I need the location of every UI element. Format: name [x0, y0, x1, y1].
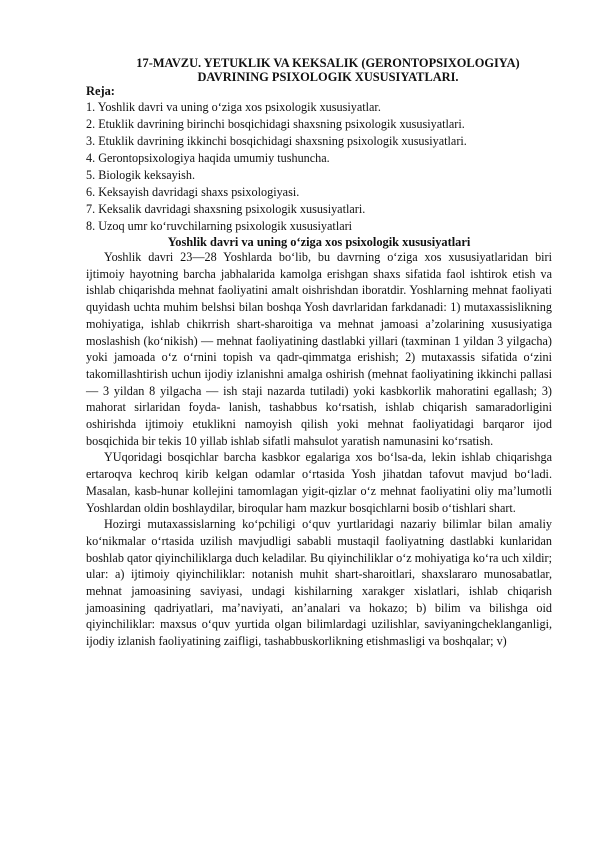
plan-item-2: 2. Etuklik davrining birinchi bosqichidagi shaxsning psixologik xususiyatlari.	[86, 117, 465, 131]
paragraph-3: Hozirgi mutaxassislarning ko‘pchiligi o‘quv yurtlaridagi nazariy bilimlar bilan amaliy ko‘nikmalar o‘rtasida uzilish mavjudligi sababli mustaqil faoliyatning dastlabki kunlaridan boshlab qator qiyinchiliklarga duch keladilar. Bu qiyinchiliklar o‘z mohiyatiga ko‘ra uch xildir; ular: a) ijtimoiy qiyinchiliklar: notanish muhit shart-sharoitlari, shaxslararo munosabatlar, mehnat jamoasining saviyasi, undagi kishilarning xarakger xislatlari, ishlab chiqarish jamoasining qadriyatlari, ma’naviyati, an’analari va hokazo; b) bilim va bilishga oid qiyinchiliklar: maxsus o‘quv yurtida olgan bilimlardagi uzilishlar, saviyaningcheklanganligi, ijodiy izlanish faoliyatining zaifligi, tashabbuskorlikning etishmasligi va boshqalar; v)	[86, 517, 552, 649]
plan-item-7: 7. Keksalik davridagi shaxsning psixologik xususiyatlari.	[86, 202, 366, 216]
section-heading: Yoshlik davri va uning o‘ziga xos psixologik xususiyatlari	[167, 235, 471, 249]
plan-item-3: 3. Etuklik davrining ikkinchi bosqichidagi shaxsning psixologik xususiyatlari.	[86, 134, 467, 148]
title-line-2: DAVRINING PSIXOLOGIK XUSUSIYATLARI.	[197, 70, 459, 84]
paragraph-1: Yoshlik davri 23—28 Yoshlarda bo‘lib, bu davrning o‘ziga xos xususiyatlaridan biri ijtimoiy hayotning barcha jabhalarida kamolga erishgan shaxs sifatida faol ishtirok etish va ishlab chiqarishda mehnat faoliyatini amalt oishrishdan iboratdir. Yoshlarning mehnat faoliyati quyidash uchta muhim belshsi bilan boshqa Yosh davrlaridan farkdanadi: 1) mutaxassislikning mohiyatiga, ishlab chikrrish shart-sharoitiga va mehnat jamoasi a’zolarining xususiyatiga moslashish (ko‘nikish) — mehnat faoliyatining dastlabki yillari (taxminan 1 yildan 3 yilgacha) yoki jamoada o‘z o‘rnini topish va qadr-qimmatga erishish; 2) mutaxassis sifatida o‘zini takomillashtirish uchun ijodiy izlanishni amalga oshirish (mehnat faoliyatining ikkinchi pallasi — 3 yildan 8 yilgacha — ish staji nazarda tutiladi) yoki kasbkorlik mahoratini egallash; 3) mahorat sirlaridan foyda- lanish, tashabbus ko‘rsatish, ishlab chiqarish samaradorligini oshirishda ijtimoiy etuklikni namoyish qilish yoki mehnat faoliyatidagi barqaror ijod bosqichida bir tekis 10 yillab ishlab sifatli mahsulot yaratish namunasini ko‘rsatish.	[86, 250, 552, 448]
document-page	[86, 56, 552, 650]
plan-item-5: 5. Biologik keksayish.	[86, 168, 196, 182]
plan-list	[86, 99, 552, 235]
document-title	[86, 56, 552, 84]
title-line-1: 17-MAVZU. YETUKLIK VA KEKSALIK (GERONTOPSIXOLOGIYA)	[136, 56, 520, 70]
plan-label: Reja:	[86, 84, 115, 98]
plan-item-1: 1. Yoshlik davri va uning o‘ziga xos psixologik xususiyatlar.	[86, 100, 381, 114]
plan-item-6: 6. Keksayish davridagi shaxs psixologiyasi.	[86, 185, 300, 199]
plan-item-4: 4. Gerontopsixologiya haqida umumiy tushuncha.	[86, 151, 330, 165]
paragraph-2: YUqoridagi bosqichlar barcha kasbkor egalariga xos bo‘lsa-da, lekin ishlab chiqarishga ertaroqva kechroq kirib kelgan odamlar o‘rtasida Yosh jihatdan tafovut mavjud bo‘ladi. Masalan, kasb-hunar kollejini tamomlagan yigit-qizlar o‘z mehnat faoliyatini oliy ma’lumotli Yoshlardan oldin boshlaydilar, biroqular ham mazkur bosqichlarni bosib o‘tishlari shart.	[86, 450, 552, 515]
plan-item-8: 8. Uzoq umr ko‘ruvchilarning psixologik xususiyatlari	[86, 219, 353, 233]
